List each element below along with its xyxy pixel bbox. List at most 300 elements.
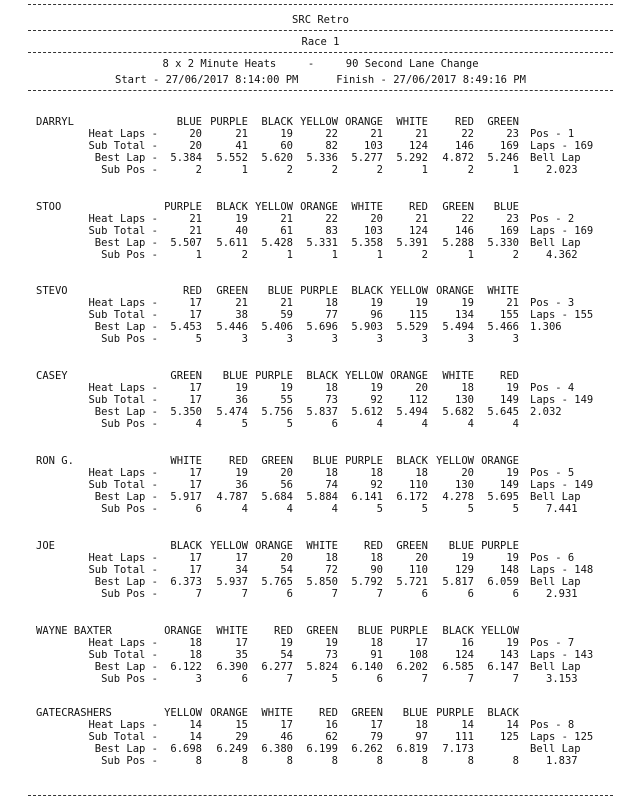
cell-heat: 20 [280, 467, 293, 479]
result-third: Bell Lap [530, 661, 581, 673]
racer-name: DARRYL [36, 116, 74, 128]
cell-best: 5.682 [442, 406, 474, 418]
cell-sub: 17 [189, 564, 202, 576]
racer-block [0, 625, 642, 705]
cell-sub: 108 [409, 649, 428, 661]
lane-header: RED [364, 540, 383, 552]
lane-header: BLACK [216, 201, 248, 213]
cell-heat: 22 [325, 128, 338, 140]
cell-heat: 21 [370, 128, 383, 140]
lane-header: GREEN [170, 370, 202, 382]
cell-sub: 124 [409, 140, 428, 152]
cell-best: 5.756 [261, 406, 293, 418]
lane-header: WHITE [396, 116, 428, 128]
result-fourth: 4.362 [546, 249, 578, 261]
cell-best: 5.645 [487, 406, 519, 418]
cell-sub: 36 [235, 479, 248, 491]
cell-sub: 90 [370, 564, 383, 576]
cell-pos: 4 [376, 418, 383, 430]
cell-best: 5.428 [261, 237, 293, 249]
cell-best: 5.620 [261, 152, 293, 164]
row-label-sub: Sub Total - [88, 309, 158, 321]
cell-sub: 54 [280, 649, 293, 661]
cell-pos: 5 [195, 333, 202, 345]
lane-header: RED [183, 285, 202, 297]
lane-header: RED [500, 370, 519, 382]
racer-block [0, 285, 642, 365]
row-label-sub: Sub Total - [88, 140, 158, 152]
cell-sub: 40 [235, 225, 248, 237]
cell-sub: 46 [280, 731, 293, 743]
cell-best: 6.140 [351, 661, 383, 673]
cell-best: 5.494 [396, 406, 428, 418]
cell-sub: 54 [280, 564, 293, 576]
cell-heat: 17 [189, 552, 202, 564]
cell-best: 5.446 [216, 321, 248, 333]
row-label-heat: Heat Laps - [88, 552, 158, 564]
cell-pos: 2 [512, 249, 519, 261]
cell-sub: 61 [280, 225, 293, 237]
racer-name: GATECRASHERS [36, 707, 112, 719]
lane-header: BLACK [170, 540, 202, 552]
lane-header: WHITE [351, 201, 383, 213]
cell-pos: 6 [331, 418, 338, 430]
cell-heat: 21 [506, 297, 519, 309]
cell-pos: 2 [241, 249, 248, 261]
cell-sub: 110 [409, 479, 428, 491]
cell-sub: 74 [325, 479, 338, 491]
lane-header: GREEN [487, 116, 519, 128]
cell-best: 5.937 [216, 576, 248, 588]
racer-block [0, 201, 642, 281]
cell-heat: 19 [506, 467, 519, 479]
row-label-best: Best Lap - [94, 491, 158, 503]
cell-pos: 7 [195, 588, 202, 600]
cell-heat: 18 [189, 637, 202, 649]
lane-header: ORANGE [255, 540, 293, 552]
cell-best: 6.373 [170, 576, 202, 588]
cell-pos: 2 [331, 164, 338, 176]
lane-header: YELLOW [255, 201, 293, 213]
lane-header: RED [409, 201, 428, 213]
cell-pos: 5 [331, 673, 338, 685]
cell-heat: 21 [415, 128, 428, 140]
cell-heat: 18 [415, 719, 428, 731]
start-time: Start - 27/06/2017 8:14:00 PM [115, 74, 299, 86]
cell-heat: 17 [189, 467, 202, 479]
lane-header: RED [274, 625, 293, 637]
cell-sub: 124 [455, 649, 474, 661]
cell-sub: 60 [280, 140, 293, 152]
cell-pos: 5 [512, 503, 519, 515]
cell-best: 5.331 [306, 237, 338, 249]
cell-sub: 17 [189, 309, 202, 321]
cell-best: 5.611 [216, 237, 248, 249]
lane-header: BLUE [222, 370, 248, 382]
cell-sub: 55 [280, 394, 293, 406]
cell-pos: 6 [421, 588, 428, 600]
cell-sub: 103 [364, 140, 383, 152]
cell-best: 5.695 [487, 491, 519, 503]
cell-heat: 19 [280, 382, 293, 394]
result-laps: Laps - 149 [530, 394, 594, 406]
lane-header: BLACK [442, 625, 474, 637]
cell-pos: 8 [241, 755, 248, 767]
row-label-best: Best Lap - [94, 152, 158, 164]
row-label-heat: Heat Laps - [88, 382, 158, 394]
cell-pos: 1 [421, 164, 428, 176]
cell-sub: 148 [500, 564, 519, 576]
lane-header: BLUE [357, 625, 383, 637]
result-laps: Laps - 155 [530, 309, 594, 321]
cell-heat: 19 [235, 213, 248, 225]
result-pos: Pos - 7 [530, 637, 575, 649]
result-laps: Laps - 143 [530, 649, 594, 661]
cell-sub: 92 [370, 394, 383, 406]
cell-heat: 22 [461, 128, 474, 140]
cell-best: 5.391 [396, 237, 428, 249]
cell-pos: 3 [512, 333, 519, 345]
result-fourth: 1.837 [546, 755, 578, 767]
cell-sub: 111 [455, 731, 474, 743]
cell-pos: 1 [195, 249, 202, 261]
cell-sub: 115 [409, 309, 428, 321]
result-laps: Laps - 148 [530, 564, 594, 576]
row-label-pos: Sub Pos - [101, 588, 158, 600]
row-label-pos: Sub Pos - [101, 755, 158, 767]
cell-sub: 72 [325, 564, 338, 576]
result-third: Bell Lap [530, 152, 581, 164]
lane-header: BLACK [487, 707, 519, 719]
cell-sub: 29 [235, 731, 248, 743]
cell-best: 5.384 [170, 152, 202, 164]
cell-sub: 83 [325, 225, 338, 237]
lane-header: YELLOW [481, 625, 519, 637]
cell-best: 5.330 [487, 237, 519, 249]
result-fourth: 7.441 [546, 503, 578, 515]
row-label-heat: Heat Laps - [88, 128, 158, 140]
racer-block [0, 707, 642, 787]
lane-header: PURPLE [255, 370, 293, 382]
cell-heat: 19 [506, 637, 519, 649]
result-third: Bell Lap [530, 491, 581, 503]
result-third: 1.306 [530, 321, 562, 333]
cell-pos: 5 [241, 418, 248, 430]
cell-best: 5.277 [351, 152, 383, 164]
cell-sub: 17 [189, 479, 202, 491]
cell-heat: 21 [189, 213, 202, 225]
lane-header: ORANGE [481, 455, 519, 467]
racer-block [0, 540, 642, 620]
cell-sub: 18 [189, 649, 202, 661]
row-label-sub: Sub Total - [88, 564, 158, 576]
lane-header: YELLOW [345, 370, 383, 382]
cell-pos: 6 [241, 673, 248, 685]
cell-best: 5.903 [351, 321, 383, 333]
cell-best: 5.792 [351, 576, 383, 588]
cell-pos: 1 [512, 164, 519, 176]
cell-pos: 4 [195, 418, 202, 430]
cell-best: 5.721 [396, 576, 428, 588]
cell-sub: 143 [500, 649, 519, 661]
row-label-best: Best Lap - [94, 321, 158, 333]
cell-heat: 19 [325, 637, 338, 649]
cell-sub: 149 [500, 394, 519, 406]
cell-sub: 59 [280, 309, 293, 321]
cell-sub: 149 [500, 479, 519, 491]
result-pos: Pos - 5 [530, 467, 575, 479]
cell-heat: 22 [461, 213, 474, 225]
lane-header: ORANGE [300, 201, 338, 213]
cell-best: 5.336 [306, 152, 338, 164]
cell-best: 7.173 [442, 743, 474, 755]
cell-heat: 21 [280, 297, 293, 309]
page-title: SRC Retro [292, 14, 349, 26]
cell-heat: 18 [325, 382, 338, 394]
cell-pos: 3 [286, 333, 293, 345]
cell-best: 6.390 [216, 661, 248, 673]
cell-pos: 3 [467, 333, 474, 345]
cell-pos: 5 [467, 503, 474, 515]
lane-header: PURPLE [481, 540, 519, 552]
race-format: 8 x 2 Minute Heats - 90 Second Lane Change [162, 58, 479, 70]
lane-header: BLACK [396, 455, 428, 467]
result-pos: Pos - 1 [530, 128, 575, 140]
cell-sub: 103 [364, 225, 383, 237]
cell-best: 5.494 [442, 321, 474, 333]
lane-header: WHITE [261, 707, 293, 719]
cell-pos: 4 [241, 503, 248, 515]
result-third: Bell Lap [530, 237, 581, 249]
cell-sub: 56 [280, 479, 293, 491]
racer-block [0, 116, 642, 196]
lane-header: GREEN [396, 540, 428, 552]
lane-header: BLUE [402, 707, 428, 719]
cell-pos: 2 [286, 164, 293, 176]
lane-header: ORANGE [164, 625, 202, 637]
row-label-heat: Heat Laps - [88, 297, 158, 309]
cell-heat: 19 [506, 552, 519, 564]
row-label-pos: Sub Pos - [101, 164, 158, 176]
result-third: Bell Lap [530, 576, 581, 588]
cell-sub: 77 [325, 309, 338, 321]
cell-sub: 79 [370, 731, 383, 743]
cell-pos: 4 [286, 503, 293, 515]
cell-heat: 17 [235, 637, 248, 649]
racer-name: JOE [36, 540, 55, 552]
cell-best: 6.059 [487, 576, 519, 588]
lane-header: PURPLE [390, 625, 428, 637]
cell-pos: 7 [286, 673, 293, 685]
cell-pos: 6 [286, 588, 293, 600]
lane-header: PURPLE [300, 285, 338, 297]
lane-header: PURPLE [164, 201, 202, 213]
cell-heat: 18 [325, 467, 338, 479]
cell-best: 5.358 [351, 237, 383, 249]
cell-heat: 20 [370, 213, 383, 225]
cell-pos: 7 [331, 588, 338, 600]
row-label-sub: Sub Total - [88, 649, 158, 661]
row-label-heat: Heat Laps - [88, 467, 158, 479]
racer-name: STOO [36, 201, 62, 213]
row-label-sub: Sub Total - [88, 394, 158, 406]
result-laps: Laps - 169 [530, 225, 594, 237]
cell-heat: 20 [280, 552, 293, 564]
cell-heat: 16 [325, 719, 338, 731]
cell-sub: 82 [325, 140, 338, 152]
cell-sub: 146 [455, 225, 474, 237]
result-fourth: 3.153 [546, 673, 578, 685]
racer-block [0, 455, 642, 535]
cell-heat: 21 [280, 213, 293, 225]
racer-name: WAYNE BAXTER [36, 625, 112, 637]
row-label-pos: Sub Pos - [101, 249, 158, 261]
cell-heat: 20 [461, 467, 474, 479]
result-pos: Pos - 3 [530, 297, 575, 309]
cell-sub: 124 [409, 225, 428, 237]
lane-header: ORANGE [390, 370, 428, 382]
row-label-heat: Heat Laps - [88, 719, 158, 731]
cell-pos: 8 [195, 755, 202, 767]
cell-pos: 1 [286, 249, 293, 261]
cell-sub: 169 [500, 140, 519, 152]
lane-header: BLUE [312, 455, 338, 467]
result-pos: Pos - 4 [530, 382, 575, 394]
cell-heat: 17 [415, 637, 428, 649]
cell-best: 5.696 [306, 321, 338, 333]
cell-heat: 15 [235, 719, 248, 731]
lane-header: RED [319, 707, 338, 719]
cell-sub: 129 [455, 564, 474, 576]
lane-header: BLACK [306, 370, 338, 382]
lane-header: WHITE [216, 625, 248, 637]
cell-best: 5.684 [261, 491, 293, 503]
cell-heat: 20 [415, 382, 428, 394]
finish-time: Finish - 27/06/2017 8:49:16 PM [336, 74, 526, 86]
cell-best: 6.202 [396, 661, 428, 673]
lane-header: ORANGE [345, 116, 383, 128]
divider [28, 795, 613, 796]
cell-pos: 2 [467, 164, 474, 176]
cell-best: 5.917 [170, 491, 202, 503]
cell-pos: 4 [421, 418, 428, 430]
cell-pos: 8 [376, 755, 383, 767]
cell-sub: 169 [500, 225, 519, 237]
cell-best: 5.288 [442, 237, 474, 249]
result-laps: Laps - 169 [530, 140, 594, 152]
cell-best: 6.819 [396, 743, 428, 755]
cell-heat: 22 [325, 213, 338, 225]
cell-heat: 14 [461, 719, 474, 731]
cell-best: 6.147 [487, 661, 519, 673]
result-pos: Pos - 8 [530, 719, 575, 731]
row-label-best: Best Lap - [94, 406, 158, 418]
race-times [28, 74, 613, 86]
cell-pos: 7 [421, 673, 428, 685]
cell-heat: 17 [280, 719, 293, 731]
lane-header: WHITE [442, 370, 474, 382]
cell-sub: 21 [189, 225, 202, 237]
cell-pos: 3 [195, 673, 202, 685]
cell-sub: 14 [189, 731, 202, 743]
cell-pos: 7 [512, 673, 519, 685]
row-label-best: Best Lap - [94, 237, 158, 249]
cell-best: 6.698 [170, 743, 202, 755]
cell-best: 5.474 [216, 406, 248, 418]
cell-pos: 5 [421, 503, 428, 515]
cell-pos: 1 [331, 249, 338, 261]
cell-pos: 7 [376, 588, 383, 600]
cell-heat: 19 [415, 297, 428, 309]
cell-pos: 3 [421, 333, 428, 345]
result-third: Bell Lap [530, 743, 581, 755]
lane-header: PURPLE [345, 455, 383, 467]
cell-pos: 6 [467, 588, 474, 600]
cell-sub: 20 [189, 140, 202, 152]
lane-header: BLUE [493, 201, 519, 213]
cell-best: 5.837 [306, 406, 338, 418]
row-label-pos: Sub Pos - [101, 673, 158, 685]
row-label-pos: Sub Pos - [101, 418, 158, 430]
cell-sub: 130 [455, 479, 474, 491]
lane-header: WHITE [487, 285, 519, 297]
cell-heat: 17 [370, 719, 383, 731]
cell-heat: 18 [325, 552, 338, 564]
cell-heat: 18 [415, 467, 428, 479]
cell-sub: 35 [235, 649, 248, 661]
lane-header: RED [455, 116, 474, 128]
lane-header: BLACK [351, 285, 383, 297]
cell-heat: 17 [235, 552, 248, 564]
cell-pos: 8 [331, 755, 338, 767]
cell-heat: 19 [461, 552, 474, 564]
cell-heat: 17 [189, 382, 202, 394]
racer-block [0, 370, 642, 450]
row-label-best: Best Lap - [94, 576, 158, 588]
lane-header: WHITE [306, 540, 338, 552]
cell-best: 6.122 [170, 661, 202, 673]
lane-header: GREEN [261, 455, 293, 467]
cell-heat: 16 [461, 637, 474, 649]
cell-pos: 7 [467, 673, 474, 685]
cell-heat: 19 [235, 382, 248, 394]
row-label-best: Best Lap - [94, 661, 158, 673]
cell-pos: 1 [241, 164, 248, 176]
cell-pos: 7 [241, 588, 248, 600]
lane-header: BLACK [261, 116, 293, 128]
cell-heat: 19 [461, 297, 474, 309]
racer-name: CASEY [36, 370, 68, 382]
cell-best: 5.884 [306, 491, 338, 503]
lane-header: ORANGE [210, 707, 248, 719]
cell-best: 5.406 [261, 321, 293, 333]
lane-header: PURPLE [436, 707, 474, 719]
cell-heat: 23 [506, 128, 519, 140]
racer-name: STEVO [36, 285, 68, 297]
cell-pos: 8 [286, 755, 293, 767]
cell-best: 5.552 [216, 152, 248, 164]
cell-pos: 1 [376, 249, 383, 261]
lane-header: BLUE [176, 116, 202, 128]
cell-heat: 21 [235, 128, 248, 140]
cell-heat: 19 [370, 297, 383, 309]
cell-best: 6.249 [216, 743, 248, 755]
cell-heat: 20 [415, 552, 428, 564]
cell-best: 5.453 [170, 321, 202, 333]
cell-heat: 19 [280, 637, 293, 649]
cell-sub: 38 [235, 309, 248, 321]
cell-sub: 125 [500, 731, 519, 743]
